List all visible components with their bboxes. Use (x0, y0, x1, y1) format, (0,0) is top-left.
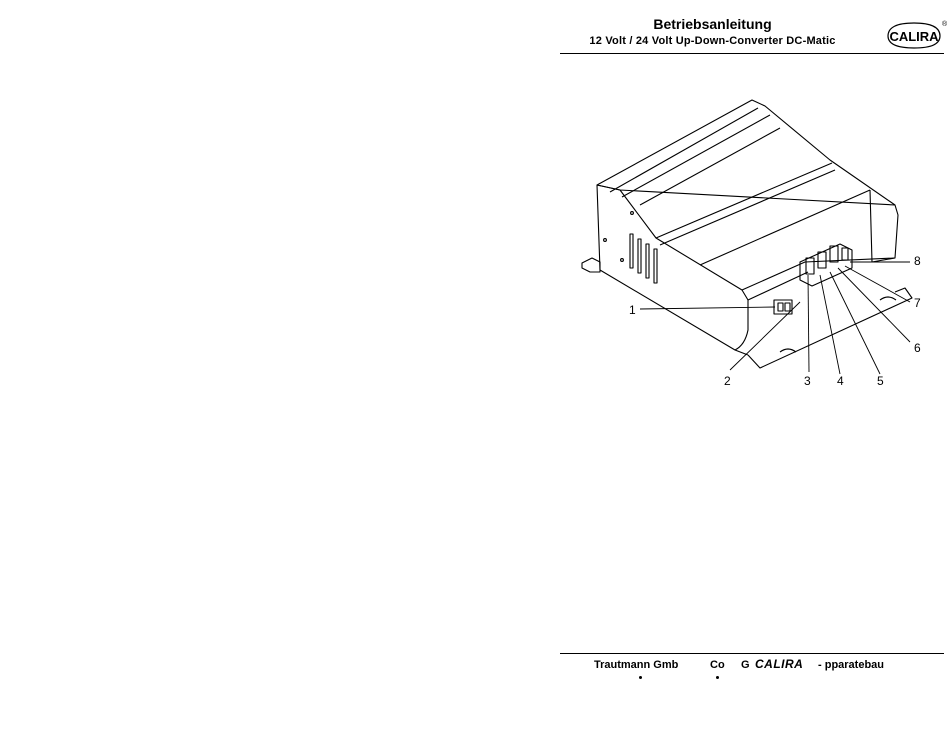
right-side-panel (870, 190, 898, 262)
left-side-panel (597, 185, 748, 350)
footer-dot (639, 676, 642, 679)
ventilation-slots (630, 234, 657, 283)
footer-brand: CALIRA (755, 657, 804, 671)
footer-dot (716, 676, 719, 679)
callout-4: 4 (837, 374, 844, 388)
callout-6: 6 (914, 341, 921, 355)
callout-3: 3 (804, 374, 811, 388)
callout-1: 1 (629, 303, 636, 317)
logo-text: CALIRA (889, 29, 939, 44)
footer-apparatebau: - pparatebau (818, 659, 885, 671)
top-lid (597, 100, 895, 205)
footer-co: Co (710, 659, 725, 671)
left-flange (582, 258, 600, 272)
footer-rule (560, 653, 944, 654)
footer-company: Trautmann Gmb (594, 659, 679, 671)
calira-logo (884, 18, 946, 50)
callout-2: 2 (724, 374, 731, 388)
document-title: Betriebsanleitung (653, 16, 772, 32)
header-rule (560, 53, 944, 54)
footer-g: G (741, 659, 750, 671)
converter-diagram (575, 90, 930, 390)
document-subtitle: 12 Volt / 24 Volt Up-Down-Converter DC-Matic (589, 35, 836, 47)
callout-8: 8 (914, 254, 921, 268)
callout-7: 7 (914, 296, 921, 310)
registered-mark: ® (942, 21, 948, 28)
callout-5: 5 (877, 374, 884, 388)
